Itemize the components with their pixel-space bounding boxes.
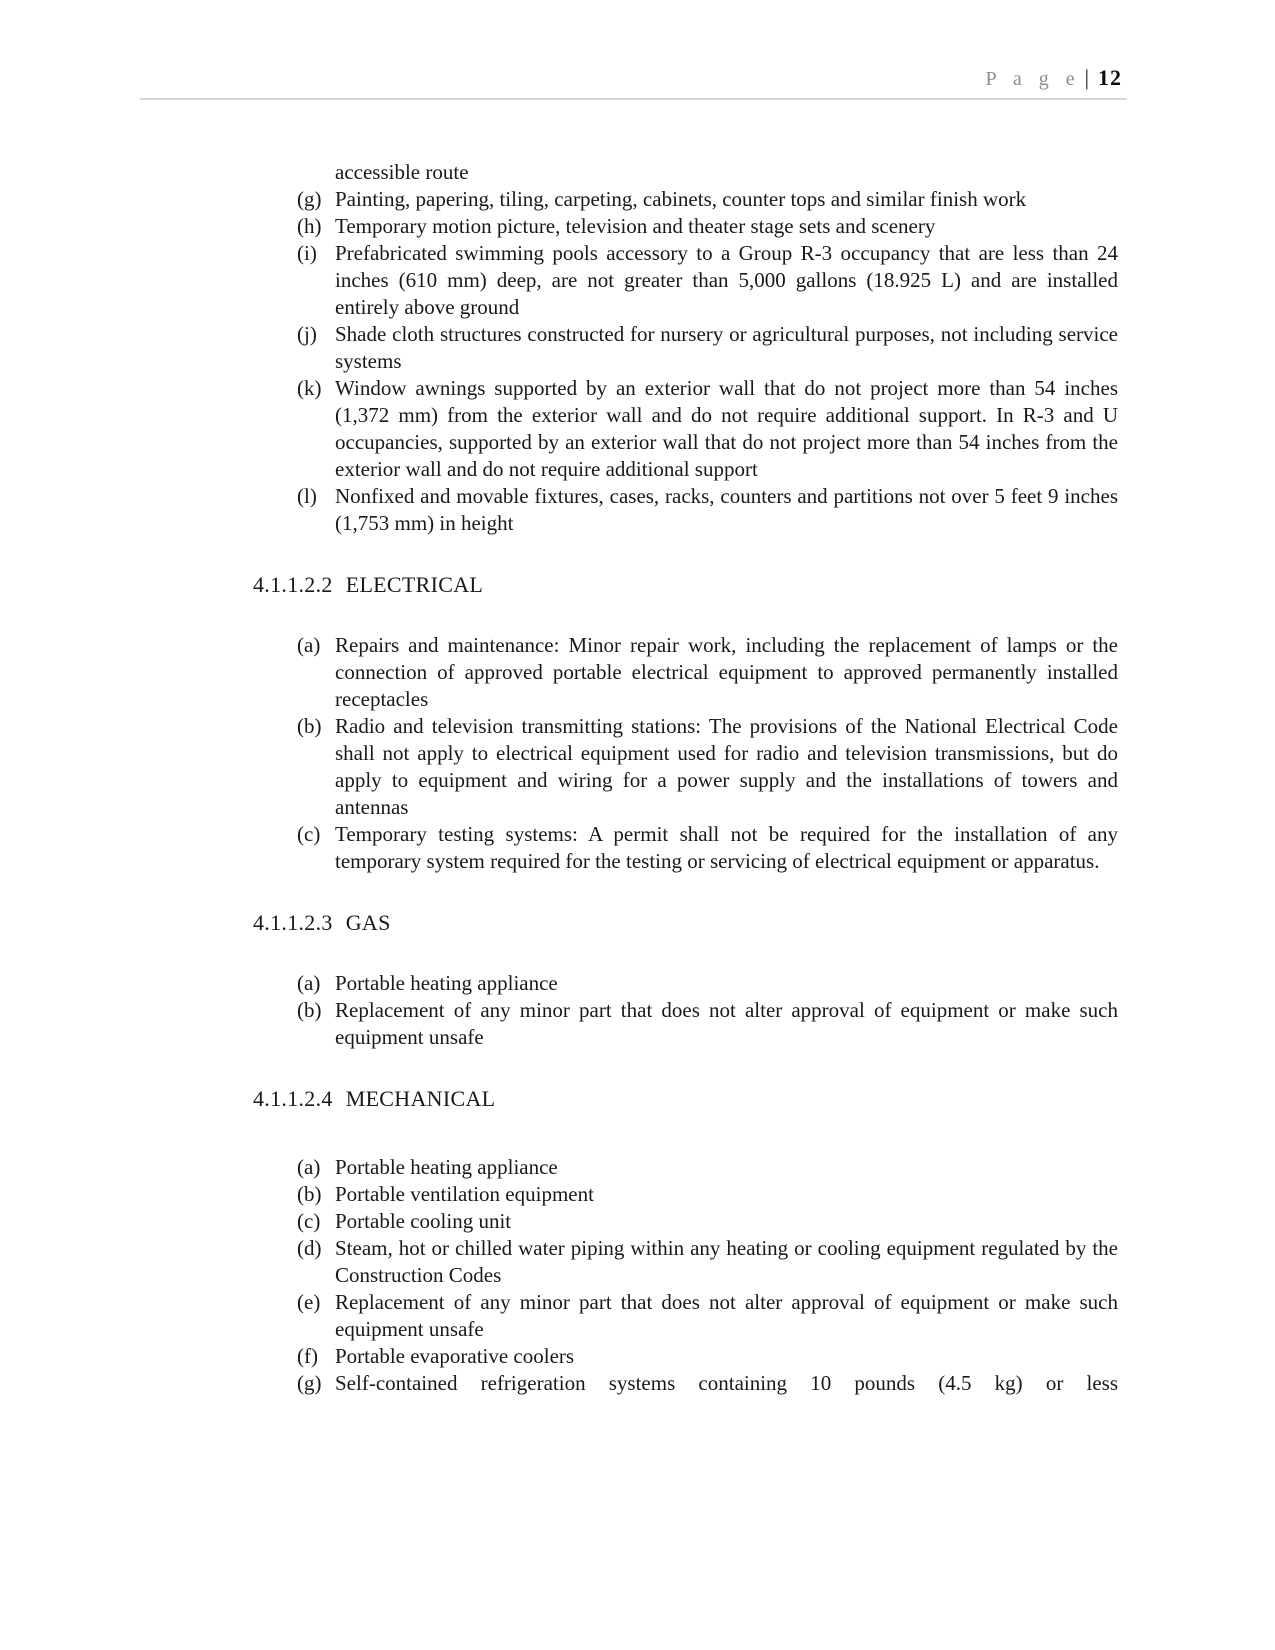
list-item-text: Replacement of any minor part that does not alter approval of equipment or make such equipment unsafe [335,1290,1118,1341]
list-item-label: (h) [297,214,322,238]
list-item [297,821,1118,875]
list-item-label: (b) [297,1182,322,1206]
list-item-label: (k) [297,376,322,400]
list-item [297,1235,1118,1289]
list-item-label: (a) [297,971,321,995]
list-item-text: Temporary testing systems: A permit shall not be required for the installation of any temporary system required for the testing or servicing of electrical equipment or apparatus. [335,822,1118,873]
list-item-text: Portable cooling unit [335,1209,512,1233]
list-electrical-exemptions [0,632,1275,875]
list-item [297,213,1118,240]
section-number: 4.1.1.2.4 [253,1086,333,1111]
list-item-label: (i) [297,241,317,265]
list-item-label: (g) [297,1371,322,1395]
list-item [297,375,1118,483]
list-item-text: Portable ventilation equipment [335,1182,594,1206]
list-item [297,713,1118,821]
page-number: 12 [1098,65,1122,90]
list-item-text: Shade cloth structures constructed for nursery or agricultural purposes, not including service systems [335,322,1118,373]
list-item-label: (d) [297,1236,322,1260]
list-item-label: (b) [297,714,322,738]
list-item-text: Portable heating appliance [335,971,558,995]
list-gas-exemptions [0,970,1275,1051]
list-item [297,483,1118,537]
list-item [297,321,1118,375]
section-title: ELECTRICAL [345,572,484,597]
list-item-label: (f) [297,1344,318,1368]
list-item-text: Portable heating appliance [335,1155,558,1179]
list-item [297,1208,1118,1235]
list-item-label: (a) [297,633,321,657]
list-item [297,186,1118,213]
list-item-text: Prefabricated swimming pools accessory to a Group R-3 occupancy that are less than 24 inches (610 mm) deep, are not greater than 5,000 gallons (18.925 L) and are installed entirely above ground [335,241,1118,319]
list-item-label: (l) [297,484,317,508]
list-item-text: Temporary motion picture, television and theater stage sets and scenery [335,214,936,238]
list-item-label: (j) [297,322,317,346]
list-item-text: Replacement of any minor part that does not alter approval of equipment or make such equipment unsafe [335,998,1118,1049]
header-rule [140,98,1127,100]
list-item-text: Steam, hot or chilled water piping within any heating or cooling equipment regulated by the Construction Codes [335,1236,1118,1287]
section-number: 4.1.1.2.3 [253,910,333,935]
list-building-exemptions [0,186,1275,537]
section-heading-mechanical [253,1085,1275,1112]
list-mechanical-exemptions [0,1154,1275,1397]
section-number: 4.1.1.2.2 [253,572,333,597]
list-item-label: (b) [297,998,322,1022]
list-item-text: Painting, papering, tiling, carpeting, cabinets, counter tops and similar finish work [335,187,1027,211]
list-item-label: (e) [297,1290,321,1314]
list-item-text: Nonfixed and movable fixtures, cases, racks, counters and partitions not over 5 feet 9 inches (1,753 mm) in height [335,484,1118,535]
list-item [297,632,1118,713]
section-heading-gas [253,909,1275,936]
section-title: MECHANICAL [345,1086,496,1111]
list-item-label: (c) [297,822,321,846]
list-item-text: Window awnings supported by an exterior wall that do not project more than 54 inches (1,372 mm) from the exterior wall and do not require additional support. In R-3 and U occupancies, supported by an exterior wall that do not project more than 54 inches from the exterior wall and do not require additional support [335,376,1118,481]
list-item [297,240,1118,321]
page-header [0,0,1275,93]
list-item [297,1154,1118,1181]
list-item [297,1181,1118,1208]
list-item [297,1289,1118,1343]
list-item-text: Portable evaporative coolers [335,1344,575,1368]
document-body [0,159,1275,1397]
list-item [297,1343,1118,1370]
list-item [297,970,1118,997]
list-item [297,997,1118,1051]
list-item-label: (g) [297,187,322,211]
list-item-label: (c) [297,1209,321,1233]
section-heading-electrical [253,571,1275,598]
page-header-label: P a g e [985,68,1081,90]
paragraph-continuation: accessible route [335,160,469,184]
page-number-separator: | [1084,65,1089,90]
list-item [297,1370,1118,1397]
list-item-text: Radio and television transmitting stations: The provisions of the National Electrical Code shall not apply to electrical equipment used for radio and television transmissions, but do apply to equipment and wiring for a power supply and the installations of towers and antennas [335,714,1118,819]
list-item-label: (a) [297,1155,321,1179]
list-item-text: Repairs and maintenance: Minor repair work, including the replacement of lamps or the connection of approved portable electrical equipment to approved permanently installed receptacles [335,633,1118,711]
list-item-text: Self-contained refrigeration systems containing 10 pounds (4.5 kg) or less [335,1371,1118,1395]
section-title: GAS [345,910,391,935]
